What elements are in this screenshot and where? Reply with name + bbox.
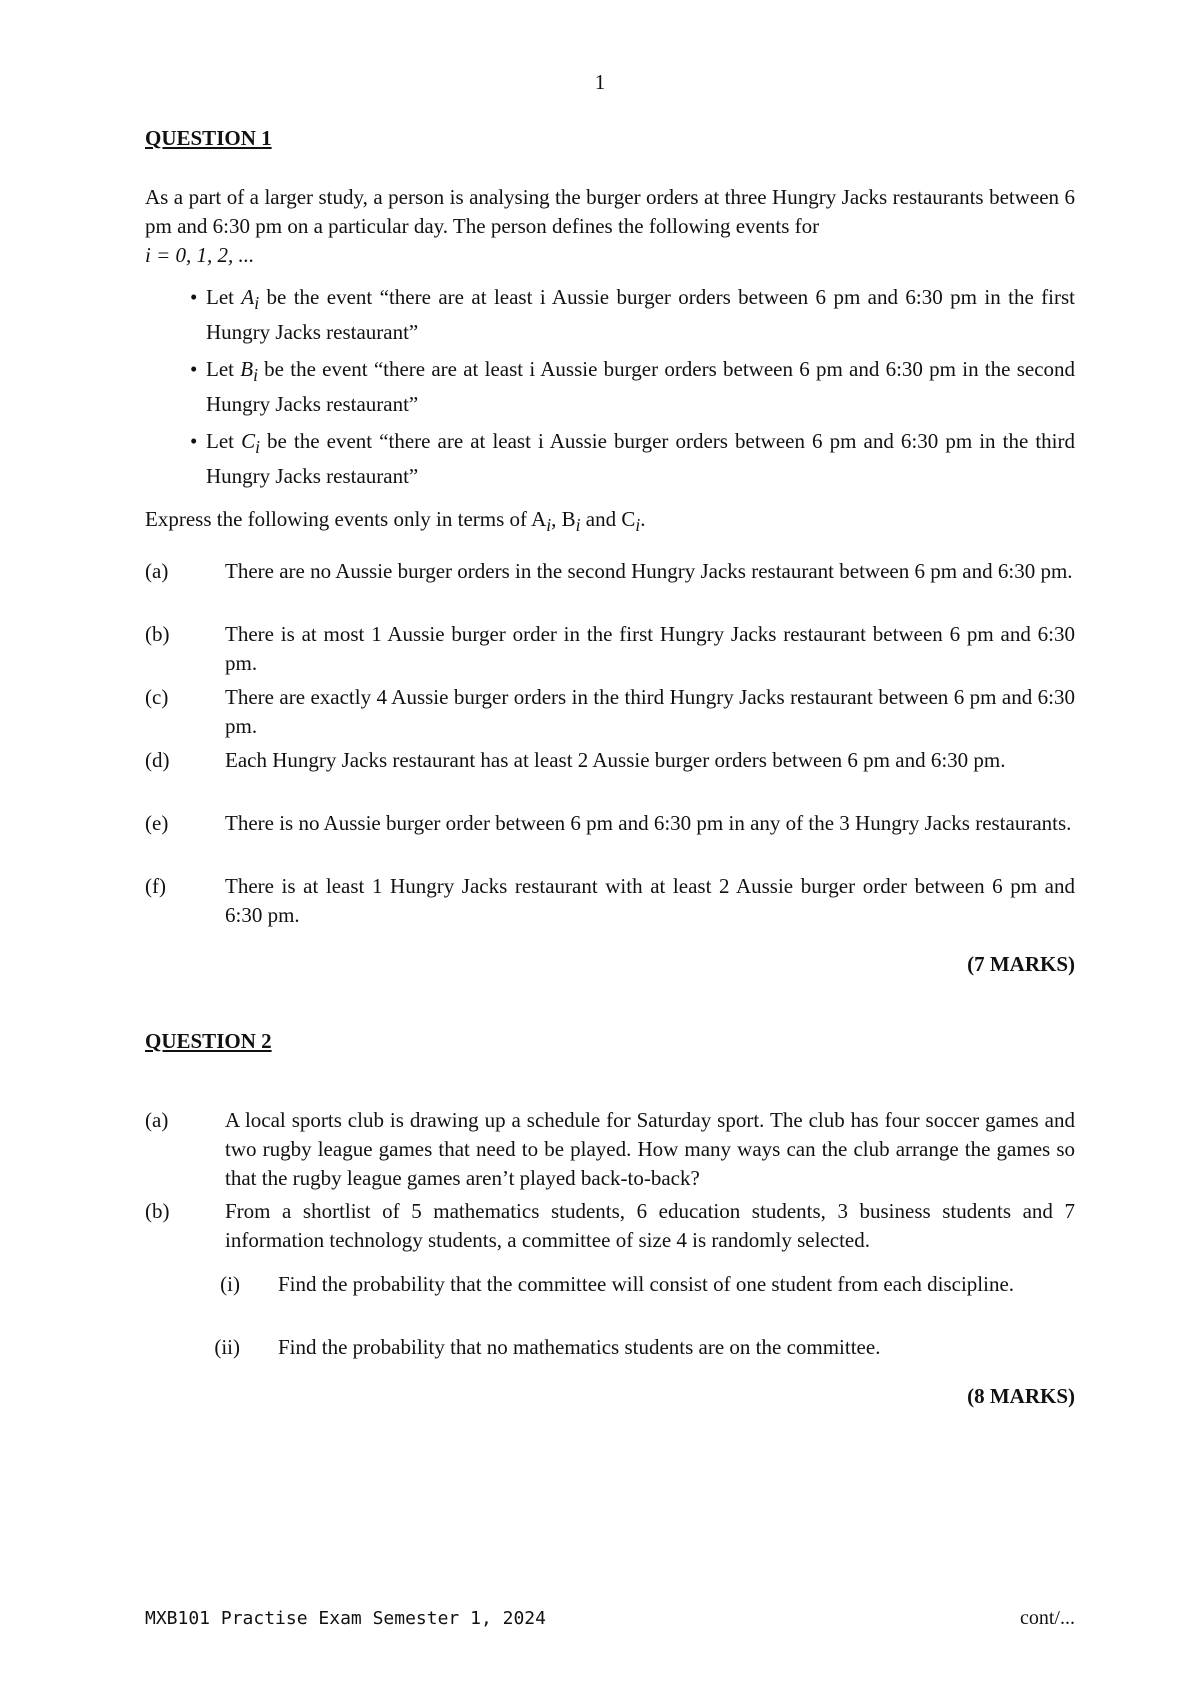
item-text: There is at least 1 Hungry Jacks restaurant with at least 2 Aussie burger order between 6 pm and 6:30 pm. — [225, 874, 1075, 927]
item-text: There is no Aussie burger order between 6 pm and 6:30 pm in any of the 3 Hungry Jacks restaurants. — [225, 811, 1072, 835]
subitem-label: (i) — [220, 1272, 240, 1296]
item-label: (c) — [145, 685, 169, 709]
item-text: Each Hungry Jacks restaurant has at least 2 Aussie burger orders between 6 pm and 6:30 pm. — [225, 748, 1006, 772]
bullet-event-a: • Let $A_i$ be the event “there are at least i Aussie burger orders between 6 pm and 6:30 pm in the first Hungry Jacks restaurant” — [190, 285, 1075, 345]
index-range: i = 0, 1, 2, ... — [145, 243, 255, 267]
intro-text: As a part of a larger study, a person is analysing the burger orders at three Hungry Jacks restaurants between 6 pm and 6:30 pm on a particular day. The person defines the following events for — [145, 185, 1075, 238]
q1-item-a — [145, 557, 1075, 586]
q2-item-a — [145, 1106, 1075, 1193]
q1-item-f — [145, 872, 1075, 930]
subitem-text: Find the probability that the committee will consist of one student from each discipline. — [278, 1272, 1015, 1296]
q2-marks: (8 MARKS) — [967, 1384, 1075, 1408]
bullet-dot-icon: • — [190, 357, 198, 381]
item-label: (d) — [145, 748, 170, 772]
var-a: A — [241, 285, 255, 309]
item-text: There are no Aussie burger orders in the second Hungry Jacks restaurant between 6 pm and 6:30 pm. — [225, 559, 1073, 583]
item-label: (a) — [145, 1108, 169, 1132]
q1-item-e — [145, 809, 1075, 838]
q1-item-c — [145, 683, 1075, 741]
footer-continued: cont/... — [1020, 1607, 1075, 1629]
bullet-event-b: • Let $B_i$ be the event “there are at least i Aussie burger orders between 6 pm and 6:30 pm in the second Hungry Jacks restaurant” — [190, 357, 1076, 417]
item-label: (a) — [145, 559, 169, 583]
q1-marks: (7 MARKS) — [967, 952, 1075, 976]
question-1-intro — [145, 183, 1075, 270]
bullet-dot-icon: • — [190, 285, 198, 309]
question-2-heading: QUESTION 2 — [145, 1029, 272, 1053]
var-c: C — [241, 429, 256, 453]
item-text: A local sports club is drawing up a schedule for Saturday sport. The club has four soccer games and two rugby league games that need to be played. How many ways can the club arrange the games so that the rugby league games aren’t played back-to-back? — [225, 1108, 1075, 1190]
q2-subitem-ii — [200, 1333, 1075, 1362]
bullet-text: be the event “there are at least i Aussie burger orders between 6 pm and 6:30 pm in the first Hungry Jacks restaurant” — [206, 285, 1075, 345]
express-instruction: Express the following events only in terms of $A_i$, $B_i$ and $C_i$. — [145, 507, 646, 536]
q1-item-b — [145, 620, 1075, 678]
q2-item-b — [145, 1197, 1075, 1255]
subitem-text: Find the probability that no mathematics students are on the committee. — [278, 1335, 881, 1359]
q2-subitem-i — [200, 1270, 1075, 1299]
question-1-heading: QUESTION 1 — [145, 126, 272, 150]
var-b: B — [240, 357, 254, 381]
bullet-text: be the event “there are at least i Aussie burger orders between 6 pm and 6:30 pm in the third Hungry Jacks restaurant” — [206, 429, 1076, 489]
bullet-event-c: • Let $C_i$ be the event “there are at least i Aussie burger orders between 6 pm and 6:30 pm in the third Hungry Jacks restaurant” — [190, 429, 1076, 489]
bullet-dot-icon: • — [190, 429, 198, 453]
footer-course: MXB101 Practise Exam Semester 1, 2024 — [145, 1608, 546, 1629]
page-number: 1 — [594, 70, 606, 94]
item-label: (b) — [145, 1199, 170, 1223]
item-label: (b) — [145, 622, 170, 646]
item-label: (f) — [145, 874, 166, 898]
bullet-text: be the event “there are at least i Aussie burger orders between 6 pm and 6:30 pm in the second Hungry Jacks restaurant” — [206, 357, 1076, 417]
subitem-label: (ii) — [214, 1335, 240, 1359]
item-text: From a shortlist of 5 mathematics students, 6 education students, 3 business students and 7 information technology students, a committee of size 4 is randomly selected. — [225, 1199, 1075, 1252]
item-label: (e) — [145, 811, 169, 835]
item-text: There are exactly 4 Aussie burger orders in the third Hungry Jacks restaurant between 6 pm and 6:30 pm. — [225, 685, 1075, 738]
item-text: There is at most 1 Aussie burger order in the first Hungry Jacks restaurant between 6 pm and 6:30 pm. — [225, 622, 1075, 675]
q1-item-d — [145, 746, 1075, 775]
